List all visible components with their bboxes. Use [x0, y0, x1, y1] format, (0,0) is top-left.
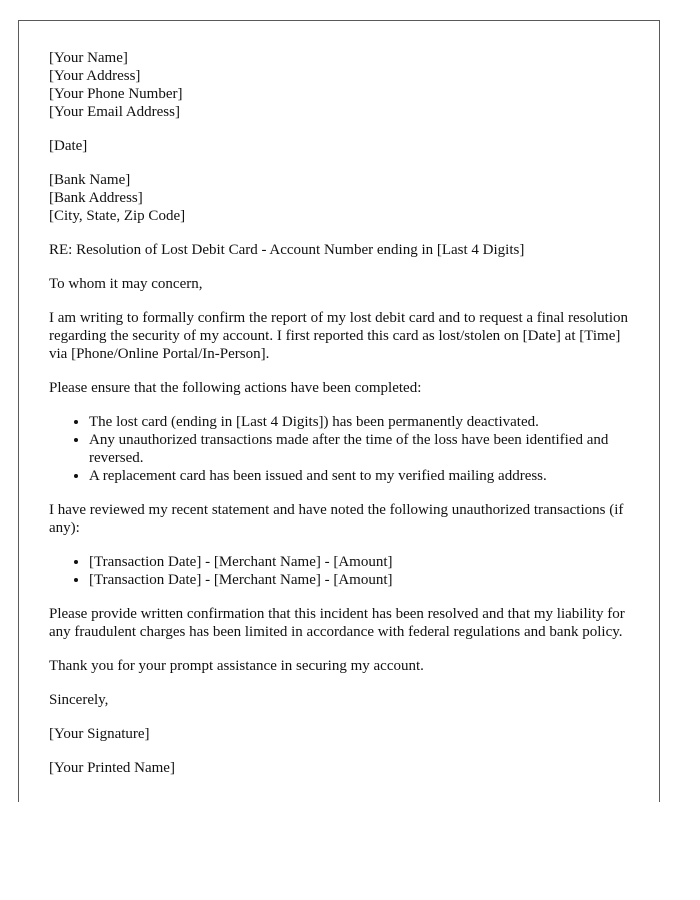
closing: Sincerely,	[49, 692, 109, 708]
signature: [Your Signature]	[49, 726, 150, 742]
date-block	[49, 137, 639, 155]
sender-address: [Your Address]	[49, 68, 141, 84]
list-item: • [Transaction Date] - [Merchant Name] - [Amount]	[89, 571, 639, 589]
intro-paragraph: I am writing to formally confirm the report of my lost debit card and to request a final resolution regarding the security of my account. I first reported this card as lost/stolen on [Date] at [Time] via [Phone/Online Portal/In-Person].	[49, 310, 629, 362]
letter-content	[49, 49, 639, 793]
subject-line: RE: Resolution of Lost Debit Card - Account Number ending in [Last 4 Digits]	[49, 242, 525, 258]
salutation: To whom it may concern,	[49, 276, 203, 292]
actions-list	[49, 413, 639, 485]
recipient-bank-address: [Bank Address]	[49, 190, 143, 206]
letter-page	[18, 20, 660, 802]
recipient-bank-name: [Bank Name]	[49, 172, 131, 188]
list-item: • Any unauthorized transactions made after the time of the loss have been identified and reversed.	[89, 431, 639, 467]
sender-name: [Your Name]	[49, 50, 128, 66]
list-item: • The lost card (ending in [Last 4 Digits]) has been permanently deactivated.	[89, 413, 639, 431]
sender-block	[49, 49, 639, 121]
thanks-paragraph: Thank you for your prompt assistance in securing my account.	[49, 658, 424, 674]
actions-intro: Please ensure that the following actions have been completed:	[49, 380, 422, 396]
recipient-block	[49, 171, 639, 225]
printed-name: [Your Printed Name]	[49, 760, 175, 776]
list-item: • [Transaction Date] - [Merchant Name] - [Amount]	[89, 553, 639, 571]
list-item: • A replacement card has been issued and sent to my verified mailing address.	[89, 467, 639, 485]
sender-email: [Your Email Address]	[49, 104, 180, 120]
confirmation-paragraph: Please provide written confirmation that this incident has been resolved and that my liability for any fraudulent charges has been limited in accordance with federal regulations and bank policy.	[49, 606, 625, 640]
transactions-intro: I have reviewed my recent statement and have noted the following unauthorized transactions (if any):	[49, 502, 624, 536]
sender-phone: [Your Phone Number]	[49, 86, 183, 102]
letter-date: [Date]	[49, 138, 88, 154]
transactions-list	[49, 553, 639, 589]
recipient-city-state-zip: [City, State, Zip Code]	[49, 208, 186, 224]
